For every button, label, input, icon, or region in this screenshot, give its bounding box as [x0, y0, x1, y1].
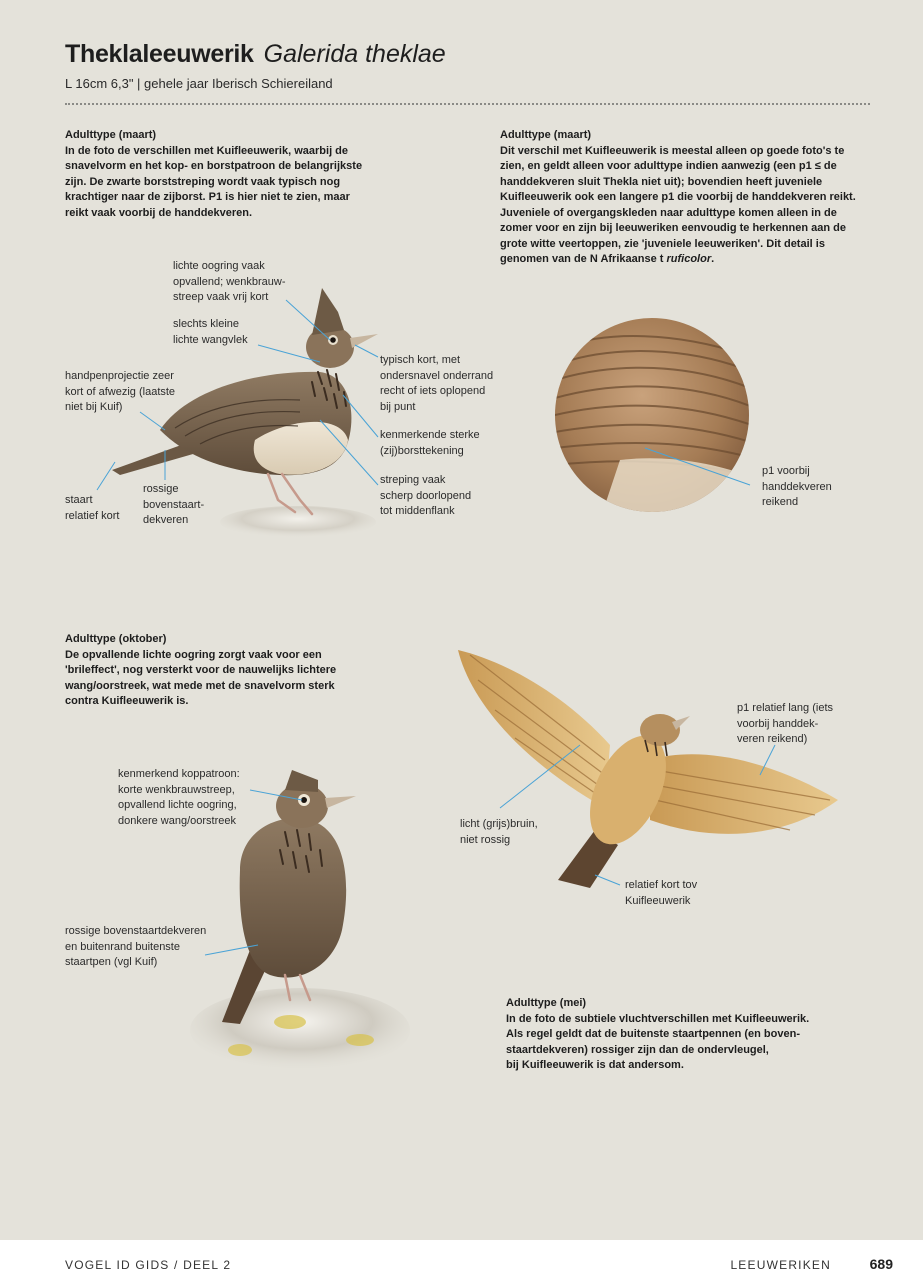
block-line-last: [500, 252, 870, 268]
label-koppatroon: kenmerkend koppatroon: korte wenkbrauwstreep, opvallend lichte oogring, donkere wang/oorstreek: [118, 768, 240, 827]
label-snavel: typisch kort, met ondersnavel onderrand recht of iets oplopend bij punt: [380, 354, 494, 413]
block-line: zomer voor en zijn bij leeuweriken eenvoudig te herkennen aan de: [500, 222, 846, 234]
label-zijborst: kenmerkende sterke (zij)borsttekening: [380, 429, 480, 457]
block-line: Juveniele of overgangskleden naar adulttype komen alleen in de: [500, 206, 837, 219]
block-line: In de foto de verschillen met Kuifleeuwerik, waarbij de: [65, 144, 349, 157]
species-scientific-name: Galerida theklae: [263, 40, 446, 68]
block-line: zien, en geldt alleen voor adulttype indien aanwezig (een p1 ≤ de: [500, 160, 837, 172]
block-line: reikt vaak voorbij de handdekveren.: [65, 206, 253, 219]
label-p1-lang: p1 relatief lang (iets voorbij handdek- veren reikend): [737, 702, 833, 745]
footer-chapter-title: LEEUWERIKEN: [730, 1258, 831, 1272]
label-p1-reikend: p1 voorbij handdekveren reikend: [762, 465, 832, 508]
block-line: handdekveren sluit Thekla niet uit); bovendien heeft juveniele: [500, 175, 823, 188]
label-kort-tov: relatief kort tov Kuifleeuwerik: [625, 879, 698, 907]
label-rossige: rossige bovenstaart- dekveren: [143, 483, 205, 526]
species-common-name: Theklaleeuwerik: [65, 40, 254, 68]
block-line: snavelvorm en het kop- en borstpatroon de belangrijkste: [65, 160, 363, 172]
block-line: 'brileffect', nog versterkt voor de nauwelijks lichtere: [65, 664, 337, 676]
block-line-end: .: [711, 253, 715, 265]
label-grijsbruin: licht (grijs)bruin, niet rossig: [460, 818, 538, 846]
page-number: 689: [869, 1256, 893, 1272]
page-footer: [0, 1240, 923, 1280]
block-line: zijn. De zwarte borststreping wordt vaak typisch nog: [65, 175, 341, 188]
block-line-text: genomen van de N Afrikaanse t: [500, 253, 667, 265]
block-line: krachtiger naar de zijborst. P1 is hier niet te zien, maar: [65, 191, 350, 203]
block-line: Kuifleeuwerik ook een langere p1 die voorbij de handdekveren reikt.: [500, 191, 856, 203]
block-heading: Adulttype (oktober): [65, 633, 167, 645]
block-line: wang/oorstreek, wat mede met de snavelvorm sterk: [65, 679, 335, 692]
label-handpenprojectie: handpenprojectie zeer kort of afwezig (laatste niet bij Kuif): [65, 370, 176, 413]
species-subtitle: L 16cm 6,3" | gehele jaar Iberisch Schiereiland: [65, 76, 333, 91]
subspecies-name: ruficolor: [666, 253, 712, 265]
label-wangvlek: slechts kleine lichte wangvlek: [173, 318, 248, 346]
footer-series-title: VOGEL ID GIDS / DEEL 2: [65, 1258, 232, 1272]
text-block-march-right: [500, 128, 870, 268]
text-block-march-left: [65, 128, 395, 221]
bird-illustration-flight: [458, 650, 838, 888]
block-heading: Adulttype (mei): [506, 997, 587, 1009]
block-heading: Adulttype (maart): [65, 129, 157, 141]
block-line: In de foto de subtiele vluchtverschillen met Kuifleeuwerik.: [506, 1012, 810, 1025]
text-block-may: [506, 996, 846, 1074]
block-heading: Adulttype (maart): [500, 129, 592, 141]
label-staartdekveren: rossige bovenstaartdekveren en buitenrand buitenste staartpen (vgl Kuif): [65, 925, 207, 968]
block-line: Als regel geldt dat de buitenste staartpennen (en boven-: [506, 1028, 800, 1040]
block-line: bij Kuifleeuwerik is dat andersom.: [506, 1059, 684, 1071]
text-block-october: [65, 632, 395, 710]
block-line: contra Kuifleeuwerik is.: [65, 695, 189, 707]
block-line: De opvallende lichte oogring zorgt vaak voor een: [65, 648, 322, 661]
block-line: grote witte veertoppen, zie 'juveniele leeuweriken'. Dit detail is: [500, 237, 825, 250]
label-staart: staart relatief kort: [65, 494, 120, 522]
label-streping: streping vaak scherp doorlopend tot middenflank: [380, 474, 472, 517]
label-oogring: lichte oogring vaak opvallend; wenkbrauw- streep vaak vrij kort: [173, 260, 286, 303]
feather-detail-circle: [555, 318, 760, 520]
block-line: staartdekveren) rossiger zijn dan de ondervleugel,: [506, 1043, 769, 1056]
block-line: Dit verschil met Kuifleeuwerik is meestal alleen op goede foto's te: [500, 144, 845, 157]
